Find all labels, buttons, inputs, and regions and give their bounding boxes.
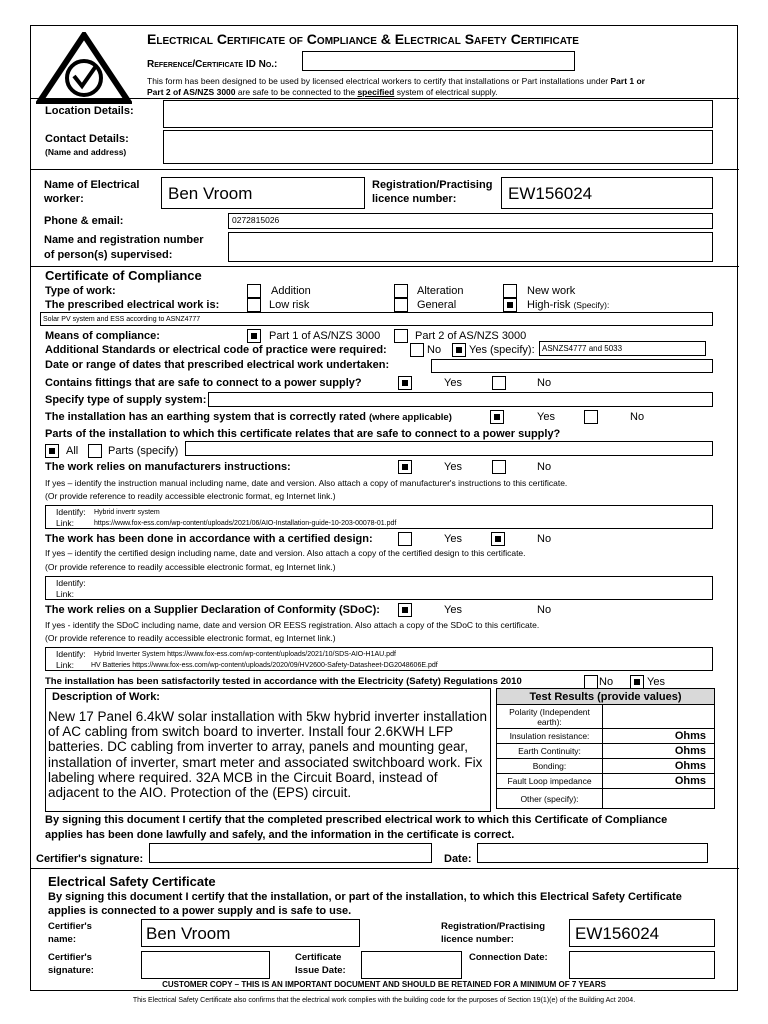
manuf-yes-label: Yes <box>444 461 462 473</box>
esc-connection-label: Connection Date: <box>469 952 548 963</box>
worker-name-label-1: Name of Electrical <box>44 179 140 191</box>
new-work-label: New work <box>527 285 576 297</box>
parts-input[interactable] <box>185 441 713 456</box>
esc-heading: Electrical Safety Certificate <box>48 874 216 889</box>
fittings-no-checkbox[interactable] <box>492 376 506 390</box>
dates-label: Date or range of dates that prescribed electrical work undertaken: <box>45 359 390 371</box>
esc-sig-label-1: Certifier's <box>48 952 92 963</box>
contact-sublabel: (Name and address) <box>45 147 127 157</box>
new-work-checkbox[interactable] <box>503 284 517 298</box>
tested-yes-checkbox[interactable] <box>630 675 644 689</box>
signature-label: Certifier's signature: <box>36 853 144 865</box>
sdoc-yes-label: Yes <box>444 604 462 616</box>
location-input[interactable] <box>163 100 713 128</box>
fittings-yes-checkbox[interactable] <box>398 376 412 390</box>
sdoc-note-2: (Or provide reference to readily accessible electronic format, eg Internet link.) <box>45 633 336 643</box>
additional-label: Additional Standards or electrical code of practice were required: <box>45 344 387 356</box>
manuf-no-checkbox[interactable] <box>492 460 506 474</box>
means-part1-label: Part 1 of AS/NZS 3000 <box>269 330 381 342</box>
high-risk-checkbox[interactable] <box>503 298 517 312</box>
sdoc-reference-box[interactable]: Identify: Hybrid Inverter System https://www.fox-ess.com/wp-content/uploads/2021/10/SDS-AIO-H1AU.pdf Link: HV Batteries https://www.fox-ess.com/wp-content/uploads/2020/09/HV2600-Safety-Datasheet-DG2048606E.pdf <box>45 647 713 671</box>
design-no-checkbox[interactable] <box>491 532 505 546</box>
fittings-label: Contains fittings that are safe to connect to a power supply? <box>45 377 362 389</box>
table-row: Bonding: Ohms <box>497 759 715 774</box>
esc-issue-date-input[interactable] <box>361 951 462 979</box>
worker-reg-label-2: licence number: <box>372 193 457 205</box>
test-results-heading: Test Results (provide values) <box>497 689 715 705</box>
sdoc-label: The work relies on a Supplier Declaration of Conformity (SDoC): <box>45 604 380 616</box>
date-input[interactable] <box>477 843 708 863</box>
customer-copy-notice: CUSTOMER COPY – THIS IS AN IMPORTANT DOCUMENT AND SHOULD BE RETAINED FOR A MINIMUM OF 7 YEARS <box>162 980 606 989</box>
manuf-label: The work relies on manufacturers instructions: <box>45 461 291 473</box>
design-yes-label: Yes <box>444 533 462 545</box>
additional-input[interactable]: ASNZS4777 and 5033 <box>539 341 706 356</box>
esc-name-label-1: Certifier's <box>48 921 92 932</box>
addition-label: Addition <box>271 285 311 297</box>
esc-sig-label-2: signature: <box>48 965 94 976</box>
phone-input[interactable]: 0272815026 <box>228 213 713 229</box>
specify-input[interactable]: Solar PV system and ESS according to ASNZ4777 <box>40 312 713 326</box>
esc-connection-date-input[interactable] <box>569 951 715 979</box>
table-row: Other (specify): <box>497 789 715 809</box>
all-label: All <box>66 445 79 457</box>
tested-no-label: No <box>599 676 614 688</box>
supervised-label-2: of person(s) supervised: <box>44 249 173 261</box>
sdoc-yes-checkbox[interactable] <box>398 603 412 617</box>
sdoc-note-1: If yes - identify the SDoC including name, date and version OR EESS registration. Also attach a copy of the SDoC to this certificate. <box>45 620 540 630</box>
test-results-table <box>496 688 715 809</box>
coc-declaration-1: By signing this document I certify that the completed prescribed electrical work to which this Certificate of Compliance <box>45 814 668 826</box>
esc-reg-label-2: licence number: <box>441 934 514 945</box>
reference-input[interactable] <box>302 51 575 71</box>
earthing-label: The installation has an earthing system that is correctly rated (where applicable) <box>45 411 452 423</box>
low-risk-checkbox[interactable] <box>247 298 261 312</box>
earthing-no-label: No <box>630 411 645 423</box>
description-text: New 17 Panel 6.4kW solar installation with 5kw hybrid inverter installation of AC cabling from switch board to inverter. Install four 2.6KWH LFP batteries. DC cabling from inverter to array, panels and mounting gear, installation of inverter, smart meter and associated switchboard work. Fix labeling where required. 32A MCB in the Circuit Board, instead of adjacent to the AIO. Protection of the (EPS) circuit. <box>48 709 487 801</box>
earthing-no-checkbox[interactable] <box>584 410 598 424</box>
prescribed-label: The prescribed electrical work is: <box>45 299 220 311</box>
additional-yes-label: Yes (specify): <box>469 344 535 356</box>
supervised-label-1: Name and registration number <box>44 234 204 246</box>
fittings-no-label: No <box>537 377 552 389</box>
tested-no-checkbox[interactable] <box>584 675 598 689</box>
manuf-note-2: (Or provide reference to readily accessible electronic format, eg Internet link.) <box>45 491 336 501</box>
supervised-input[interactable] <box>228 232 713 262</box>
earthing-yes-label: Yes <box>537 411 555 423</box>
contact-input[interactable] <box>163 130 713 164</box>
parts-label: Parts of the installation to which this certificate relates that are safe to connect to a power supply? <box>45 428 561 440</box>
general-checkbox[interactable] <box>394 298 408 312</box>
esc-reg-label-1: Registration/Practising <box>441 921 545 932</box>
general-label: General <box>417 299 457 311</box>
manuf-note-1: If yes – identify the instruction manual including name, date and version. Also attach a copy of manufacturer's instructions to this certificate. <box>45 478 568 488</box>
earthing-yes-checkbox[interactable] <box>490 410 504 424</box>
manuf-no-label: No <box>537 461 552 473</box>
esc-signature-input[interactable] <box>141 951 270 979</box>
intro-line-1: This form has been designed to be used by licensed electrical workers to certify that installations or Part installations under Part 1 or <box>147 76 645 86</box>
additional-no-label: No <box>427 344 442 356</box>
dates-input[interactable] <box>431 359 713 373</box>
design-note-1: If yes – identify the certified design including name, date and version. Also attach a copy of the certified design to this certificate. <box>45 548 526 558</box>
esc-issue-label-2: Issue Date: <box>295 965 346 976</box>
design-no-label: No <box>537 533 552 545</box>
worker-name-label-2: worker: <box>44 193 84 205</box>
parts-specify-label: Parts (specify) <box>108 445 179 457</box>
means-part2-label: Part 2 of AS/NZS 3000 <box>415 330 527 342</box>
esc-name-input[interactable]: Ben Vroom <box>141 919 360 947</box>
intro-line-2: Part 2 of AS/NZS 3000 are safe to be connected to the specified system of electrical supply. <box>147 87 498 97</box>
rcm-logo-icon <box>36 32 132 104</box>
page-title: Electrical Certificate of Compliance & Electrical Safety Certificate <box>147 31 579 47</box>
supply-label: Specify type of supply system: <box>45 394 207 406</box>
means-label: Means of compliance: <box>45 330 160 342</box>
manuf-reference-box[interactable]: Identify: Hybrid invertr system Link: https://www.fox-ess.com/wp-content/uploads/2021/06/AIO-Installation-guide-10-203-00078-01.pdf <box>45 505 713 529</box>
table-row: Polarity (Independent earth): <box>497 705 715 729</box>
phone-label: Phone & email: <box>44 215 124 227</box>
addition-checkbox[interactable] <box>247 284 261 298</box>
date-label: Date: <box>444 853 472 865</box>
contact-label: Contact Details: <box>45 133 129 145</box>
supply-input[interactable] <box>208 392 713 407</box>
esc-declaration-2: applies is connected to a power supply and is safe to use. <box>48 905 352 917</box>
signature-input[interactable] <box>149 843 432 863</box>
alteration-label: Alteration <box>417 285 464 297</box>
coc-heading: Certificate of Compliance <box>45 268 202 283</box>
all-checkbox[interactable] <box>45 444 59 458</box>
design-reference-box[interactable]: Identify: Link: <box>45 576 713 600</box>
table-row: Earth Continuity: Ohms <box>497 744 715 759</box>
worker-name-input[interactable]: Ben Vroom <box>161 177 365 209</box>
design-yes-checkbox[interactable] <box>398 532 412 546</box>
coc-declaration-2: applies has been done lawfully and safely, and the information in the certificate is correct. <box>45 829 515 841</box>
low-risk-label: Low risk <box>269 299 310 311</box>
additional-yes-checkbox[interactable] <box>452 343 466 357</box>
esc-declaration-1: By signing this document I certify that the installation, or part of the installation, to which this Electrical Safety Certificate <box>48 891 682 903</box>
footer-note: This Electrical Safety Certificate also confirms that the electrical work complies with the building code for the purposes of Section 19(1)(e) of the Building Act 2004. <box>132 997 636 1004</box>
additional-no-checkbox[interactable] <box>410 343 424 357</box>
parts-checkbox[interactable] <box>88 444 102 458</box>
means-part2-checkbox[interactable] <box>394 329 408 343</box>
table-row: Fault Loop impedance Ohms <box>497 774 715 789</box>
alteration-checkbox[interactable] <box>394 284 408 298</box>
table-row: Insulation resistance: Ohms <box>497 729 715 744</box>
tested-label: The installation has been satisfactorily tested in accordance with the Electricity (Safety) Regulations 2010 <box>45 676 522 687</box>
manuf-yes-checkbox[interactable] <box>398 460 412 474</box>
reference-label: Reference/Certificate ID No.: <box>147 59 278 70</box>
design-note-2: (Or provide reference to readily accessible electronic format, eg Internet link.) <box>45 562 336 572</box>
description-box[interactable]: Description of Work: New 17 Panel 6.4kW solar installation with 5kw hybrid inverter installation of AC cabling from switch board to inverter. Install four 2.6KWH LFP batteries. DC cabling from inverter to array, panels and mounting gear, installation of inverter, smart meter and associated switchboard work. Fix labeling where required. 32A MCB in the Circuit Board, instead of adjacent to the AIO. Protection of the (EPS) circuit. <box>45 688 491 812</box>
sdoc-no-label: No <box>537 604 552 616</box>
worker-reg-label-1: Registration/Practising <box>372 179 493 191</box>
fittings-yes-label: Yes <box>444 377 462 389</box>
esc-reg-input[interactable]: EW156024 <box>569 919 715 947</box>
esc-name-label-2: name: <box>48 934 76 945</box>
esc-issue-label-1: Certificate <box>295 952 342 963</box>
means-part1-checkbox[interactable] <box>247 329 261 343</box>
location-label: Location Details: <box>45 105 134 117</box>
tested-yes-label: Yes <box>647 676 665 688</box>
worker-reg-input[interactable]: EW156024 <box>501 177 713 209</box>
design-label: The work has been done in accordance with a certified design: <box>45 533 373 545</box>
type-of-work-label: Type of work: <box>45 285 116 297</box>
high-risk-label: High-risk (Specify): <box>527 299 610 311</box>
